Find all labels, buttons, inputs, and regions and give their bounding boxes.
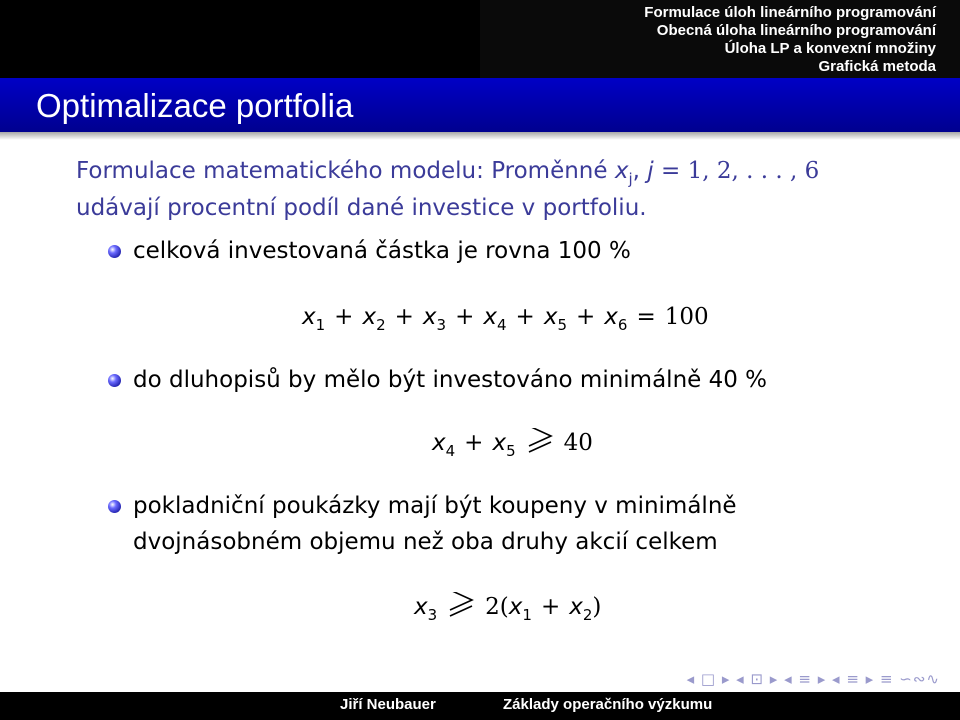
nav-item-obecna-uloha[interactable]: Obecná úloha lineárního programování: [656, 22, 936, 39]
plus-sign: +: [575, 304, 596, 330]
term-x4: $x_4$: [432, 430, 456, 460]
index-range: = 1, 2, . . . , 6: [653, 158, 820, 184]
term-x3: $x_3$: [422, 304, 447, 334]
plus-sign: +: [540, 594, 561, 620]
nav-item-formulace[interactable]: Formulace úloh lineárního programování: [644, 4, 936, 21]
title-shadow: [0, 132, 960, 140]
bullet-icon: [108, 374, 121, 387]
term-x5: $x_5$: [543, 304, 567, 334]
term-x2: $x_2$: [362, 304, 386, 334]
rhs-prefix: 2(: [485, 594, 509, 620]
nav-item-konvexni-mnoziny[interactable]: Úloha LP a konvexní množiny: [724, 40, 936, 57]
header-navigation: [0, 0, 960, 78]
equation-bills-min: [414, 592, 601, 630]
plus-sign: +: [334, 304, 354, 330]
greater-equal-icon: [523, 428, 557, 454]
term-x1: $x_1$: [302, 304, 326, 334]
bullet-icon: [108, 500, 121, 513]
footer-bar: [0, 692, 960, 720]
greater-equal-icon: [444, 592, 478, 618]
equation-bonds-min: [432, 428, 593, 466]
plus-sign: +: [464, 430, 484, 456]
nav-item-graficka-metoda[interactable]: Grafická metoda: [818, 58, 936, 75]
footer-course: Základy operačního výzkumu: [503, 696, 713, 713]
section-list: [644, 4, 936, 76]
rhs-value: 40: [563, 430, 593, 456]
var-j: j: [647, 158, 654, 184]
equals-sign: =: [636, 304, 656, 330]
footer-author: Jiří Neubauer: [340, 696, 436, 713]
comma: ,: [632, 158, 648, 184]
plus-sign: +: [455, 304, 475, 330]
var-x-j: $x_j$: [614, 158, 633, 188]
term-x2: $x_2$: [569, 594, 593, 624]
intro-line-1: [76, 156, 819, 194]
intro-text: Formulace matematického modelu: Proměnné: [76, 158, 608, 184]
rhs-suffix: ): [592, 594, 602, 620]
term-x6: $x_6$: [604, 304, 628, 334]
bullet-text-bills-line2: dvojnásobném objemu než oba druhy akcií celkem: [133, 529, 718, 555]
frame-title: Optimalizace portfolia: [36, 87, 354, 124]
bullet-text-bonds: do dluhopisů by mělo být investováno minimálně 40 %: [133, 367, 768, 393]
plus-sign: +: [394, 304, 414, 330]
header-right-panel: [480, 0, 960, 78]
bullet-icon: [108, 245, 121, 258]
frame-title-bar: [0, 78, 960, 132]
bullet-text-total: celková investovaná částka je rovna 100 %: [133, 238, 631, 264]
intro-line-2: udávají procentní podíl dané investice v portfoliu.: [76, 195, 647, 221]
bullet-text-bills-line1: pokladniční poukázky mají být koupeny v minimálně: [133, 493, 737, 519]
header-left-panel: [0, 0, 480, 78]
term-x3: $x_3$: [414, 594, 438, 624]
rhs-value: 100: [664, 304, 709, 330]
term-x5: $x_5$: [492, 430, 516, 460]
equation-sum-100: [302, 302, 709, 340]
term-x1: $x_1$: [508, 594, 532, 624]
plus-sign: +: [515, 304, 535, 330]
slide-navigation-icons[interactable]: ◂ □ ▸ ◂ ⊡ ▸ ◂ ≡ ▸ ◂ ≡ ▸ ≡ ∽∾∿: [686, 670, 940, 688]
term-x4: $x_4$: [483, 304, 507, 334]
